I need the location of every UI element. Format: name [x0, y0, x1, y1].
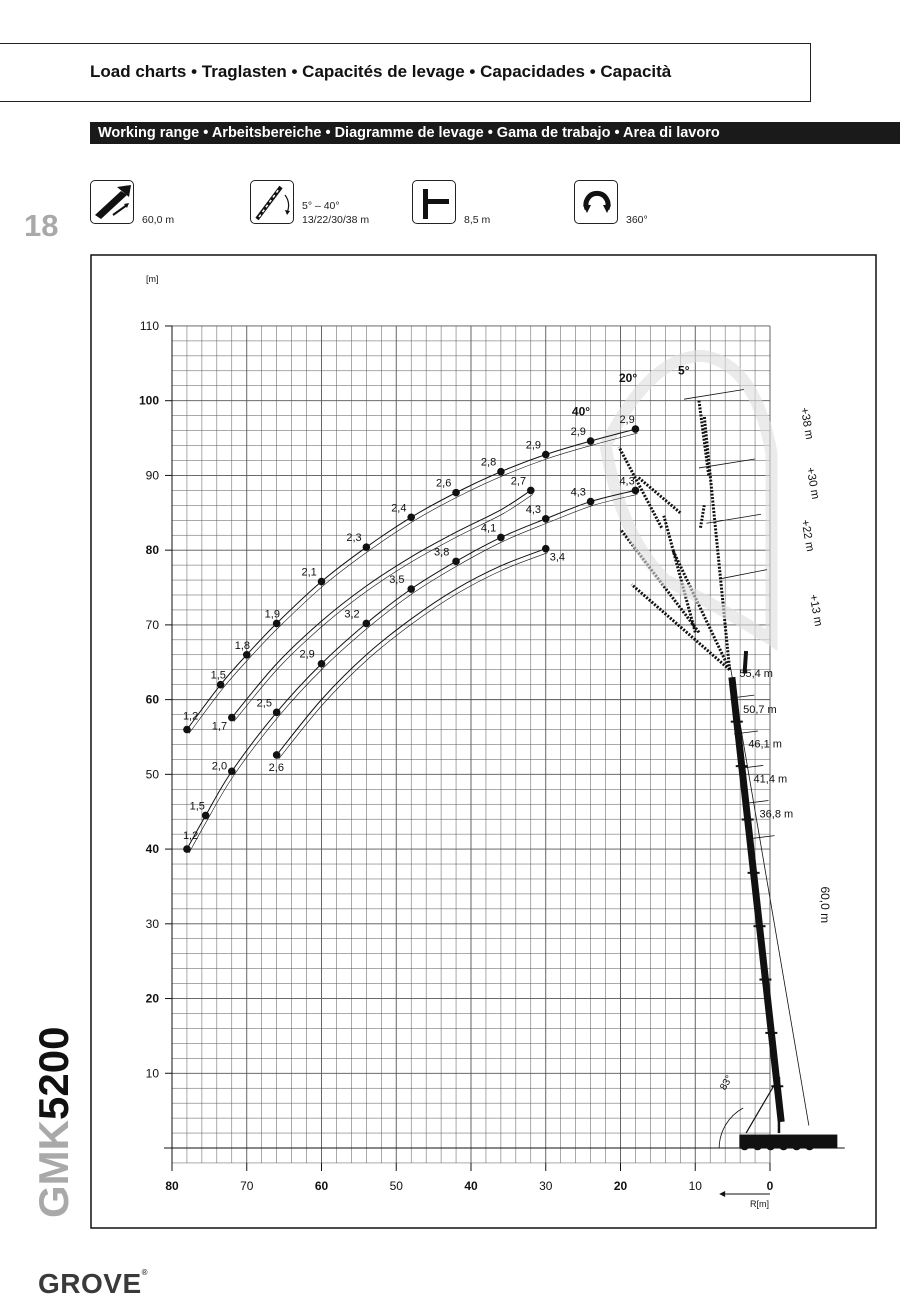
brand-name: GROVE	[38, 1268, 142, 1299]
y-tick-label: 80	[145, 543, 159, 558]
y-tick-label: 110	[139, 318, 159, 333]
jib-dimension-line	[684, 389, 744, 399]
load-point	[452, 489, 460, 497]
jib-length-label: +22 m	[798, 518, 816, 553]
spec-main-boom-label: 60,0 m	[142, 214, 175, 226]
load-point	[407, 585, 415, 593]
spec-luffing-length-label: 13/22/30/38 m	[302, 214, 370, 226]
load-value-label: 2,9	[299, 648, 315, 661]
load-point	[587, 437, 595, 445]
jib-length-label: +30 m	[803, 466, 822, 501]
x-tick-label: 10	[688, 1178, 702, 1193]
load-point	[542, 451, 550, 459]
crane-wheel	[753, 1141, 762, 1150]
boom-length-tick	[751, 836, 775, 839]
load-point	[407, 513, 415, 521]
y-axis-unit: [m]	[146, 274, 159, 284]
load-value-label: 2,9	[570, 426, 586, 439]
y-tick-label: 60	[145, 692, 159, 707]
x-tick-label: 80	[165, 1178, 179, 1193]
x-tick-label: 30	[539, 1178, 553, 1193]
y-tick-label: 40	[145, 842, 159, 857]
r-direction-arrow-head	[719, 1191, 725, 1197]
load-value-label: 1,5	[210, 669, 226, 682]
crane-pendant	[746, 1077, 779, 1133]
load-value-label: 4,3	[619, 475, 635, 488]
boom-length-label: 41,4 m	[753, 773, 788, 786]
load-value-label: 1,5	[189, 800, 205, 813]
crane-wheel	[792, 1141, 801, 1150]
load-point	[273, 709, 281, 717]
model-number: 5200	[30, 1026, 77, 1120]
luffing-jib-lattice	[638, 477, 681, 513]
load-point	[542, 545, 550, 553]
section-heading: Working range • Arbeitsbereiche • Diagramme de levage • Gama de trabajo • Area di lavoro	[90, 122, 900, 144]
boom-length-label: 46,1 m	[748, 738, 782, 751]
luffing-angle-label: 20°	[619, 371, 638, 386]
load-value-label: 2,9	[619, 414, 635, 427]
y-tick-label: 100	[138, 393, 159, 408]
luffing-angle-label: 5°	[678, 363, 690, 378]
crane-wheel	[740, 1141, 749, 1150]
load-value-label: 2,6	[268, 761, 284, 774]
y-tick-label: 90	[145, 468, 159, 483]
load-point	[183, 845, 191, 853]
page-number: 18	[24, 208, 59, 243]
load-value-label: 3,4	[549, 551, 566, 564]
load-value-label: 1,8	[234, 639, 251, 652]
load-value-label: 4,3	[525, 503, 542, 516]
load-point	[497, 534, 505, 542]
load-value-label: 2,4	[391, 502, 407, 515]
load-point	[363, 543, 371, 551]
load-value-label: 3,8	[434, 546, 450, 559]
load-point	[273, 751, 281, 759]
load-point	[318, 578, 326, 586]
load-point	[497, 468, 505, 476]
x-tick-label: 40	[464, 1178, 478, 1193]
load-point	[318, 660, 326, 668]
load-point	[228, 714, 236, 722]
load-point	[452, 558, 460, 566]
load-point	[587, 498, 595, 506]
load-value-label: 2,5	[256, 697, 272, 710]
crane-wheel	[766, 1141, 775, 1150]
y-tick-label: 20	[145, 991, 159, 1006]
load-value-label: 1,7	[211, 720, 228, 733]
load-value-label: 3,2	[344, 608, 360, 621]
load-point	[217, 681, 225, 689]
load-value-label: 2,3	[346, 532, 362, 545]
load-value-label: 1,2	[182, 710, 199, 723]
model-prefix: GMK	[30, 1120, 77, 1218]
load-value-label: 2,8	[480, 456, 497, 469]
curve-offset	[189, 494, 638, 853]
load-point	[202, 812, 210, 820]
x-axis-unit: R[m]	[750, 1199, 769, 1209]
load-value-label: 2,0	[211, 760, 228, 773]
brand-logo	[38, 1268, 148, 1300]
luffing-angle-label: 40°	[571, 404, 591, 419]
load-value-label: 2,1	[301, 566, 317, 579]
jib-dimension-line	[721, 570, 767, 579]
luffing-jib-lattice	[632, 585, 730, 670]
y-tick-label: 30	[145, 916, 159, 931]
crane-wheel	[805, 1141, 814, 1150]
boom-length-label: 36,8 m	[759, 808, 794, 821]
curve-offset	[189, 433, 638, 733]
y-tick-label: 70	[145, 617, 159, 632]
x-tick-label: 0	[766, 1178, 774, 1193]
load-point	[273, 620, 281, 628]
load-value-label: 3,5	[389, 574, 405, 587]
model-name	[30, 1027, 78, 1218]
load-point	[527, 487, 535, 495]
load-value-label: 2,6	[436, 477, 452, 490]
load-value-label: 1,2	[182, 830, 199, 843]
page-title: Load charts • Traglasten • Capacités de levage • Capacidades • Capacità	[90, 62, 672, 81]
spec-extension-label: 8,5 m	[464, 214, 491, 226]
crane-wheel	[779, 1141, 788, 1150]
spec-luffing-angle-label: 5° – 40°	[302, 200, 340, 212]
x-tick-label: 60	[314, 1178, 329, 1193]
load-point	[243, 651, 251, 659]
boom-angle-label: 83°	[718, 1073, 736, 1093]
load-point	[632, 425, 640, 433]
load-value-label: 2,9	[525, 439, 542, 452]
boom-length-label: 50,7 m	[743, 704, 777, 717]
y-tick-label: 10	[145, 1066, 159, 1081]
x-tick-label: 50	[389, 1178, 403, 1193]
boom-total-label: 60,0 m	[817, 886, 832, 924]
luffing-jib-lattice	[700, 505, 704, 527]
load-point	[228, 768, 236, 776]
load-point	[183, 726, 191, 734]
boom-length-label: 55,4 m	[739, 668, 773, 681]
x-tick-label: 20	[613, 1178, 628, 1193]
spec-slewing-label: 360°	[626, 214, 648, 226]
load-value-label: 4,1	[480, 522, 497, 535]
y-tick-label: 50	[145, 767, 159, 782]
jib-length-label: +13 m	[806, 593, 825, 628]
load-value-label: 4,3	[570, 486, 586, 499]
load-point	[542, 515, 550, 523]
chart-grid	[172, 326, 770, 1163]
x-tick-label: 70	[240, 1178, 254, 1193]
jib-length-label: +38 m	[797, 406, 816, 441]
load-value-label: 2,7	[510, 475, 527, 488]
brand-mark: ®	[141, 1268, 149, 1277]
load-point	[363, 620, 371, 628]
luffing-jib-lattice	[704, 416, 729, 670]
load-value-label: 1,9	[264, 608, 280, 621]
load-point	[632, 487, 640, 495]
